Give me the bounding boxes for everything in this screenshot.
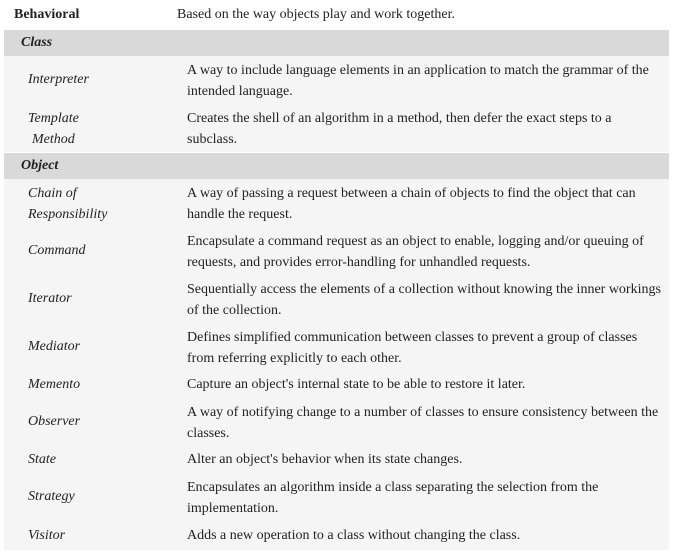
pattern-name: Mediator bbox=[28, 339, 81, 354]
pattern-description: A way of passing a request between a chain of objects to find the object that can handle the request. bbox=[187, 186, 636, 222]
section-class bbox=[4, 30, 669, 56]
pattern-description: Capture an object's internal state to be able to restore it later. bbox=[187, 377, 526, 392]
pattern-name: Chain of Responsibility bbox=[28, 186, 108, 222]
pattern-description: Creates the shell of an algorithm in a method, then defer the exact steps to a subclass. bbox=[187, 111, 612, 147]
category-description: Based on the way objects play and work together. bbox=[177, 7, 455, 22]
table-row bbox=[4, 104, 669, 152]
section-label: Class bbox=[21, 35, 53, 50]
pattern-description: A way to include language elements in an application to match the grammar of the intended language. bbox=[187, 63, 649, 99]
table-row bbox=[4, 446, 669, 473]
table-row bbox=[4, 521, 669, 550]
table-row bbox=[4, 473, 669, 521]
table-row bbox=[4, 227, 669, 275]
pattern-name: Interpreter bbox=[28, 72, 89, 87]
pattern-name: Template Method bbox=[28, 111, 79, 147]
pattern-name: Command bbox=[28, 243, 86, 258]
table-row bbox=[4, 179, 669, 227]
pattern-name: State bbox=[28, 452, 56, 467]
category-title: Behavioral bbox=[14, 7, 80, 22]
section-object bbox=[4, 153, 669, 179]
pattern-description: Sequentially access the elements of a collection without knowing the inner workings of the collection. bbox=[187, 282, 661, 318]
pattern-description: Encapsulates an algorithm inside a class separating the selection from the implementation. bbox=[187, 480, 599, 516]
table-row bbox=[4, 56, 669, 104]
pattern-description: Adds a new operation to a class without changing the class. bbox=[187, 528, 521, 543]
pattern-name: Visitor bbox=[28, 528, 66, 543]
pattern-name: Strategy bbox=[28, 489, 75, 504]
pattern-description: Alter an object's behavior when its state changes. bbox=[187, 452, 463, 467]
section-label: Object bbox=[21, 158, 59, 173]
table-header-row bbox=[0, 0, 673, 30]
pattern-name: Iterator bbox=[28, 291, 72, 306]
table-row bbox=[4, 398, 669, 446]
table-row bbox=[4, 323, 669, 371]
pattern-description: A way of notifying change to a number of classes to ensure consistency between the classes. bbox=[187, 405, 659, 441]
pattern-name: Observer bbox=[28, 414, 81, 429]
table-row bbox=[4, 371, 669, 398]
table-row bbox=[4, 275, 669, 323]
pattern-description: Defines simplified communication between classes to prevent a group of classes from referring explicitly to each other. bbox=[187, 330, 638, 366]
pattern-description: Encapsulate a command request as an object to enable, logging and/or queuing of requests, and provides error-handling for unhandled requests. bbox=[187, 234, 644, 270]
pattern-name: Memento bbox=[28, 377, 81, 392]
